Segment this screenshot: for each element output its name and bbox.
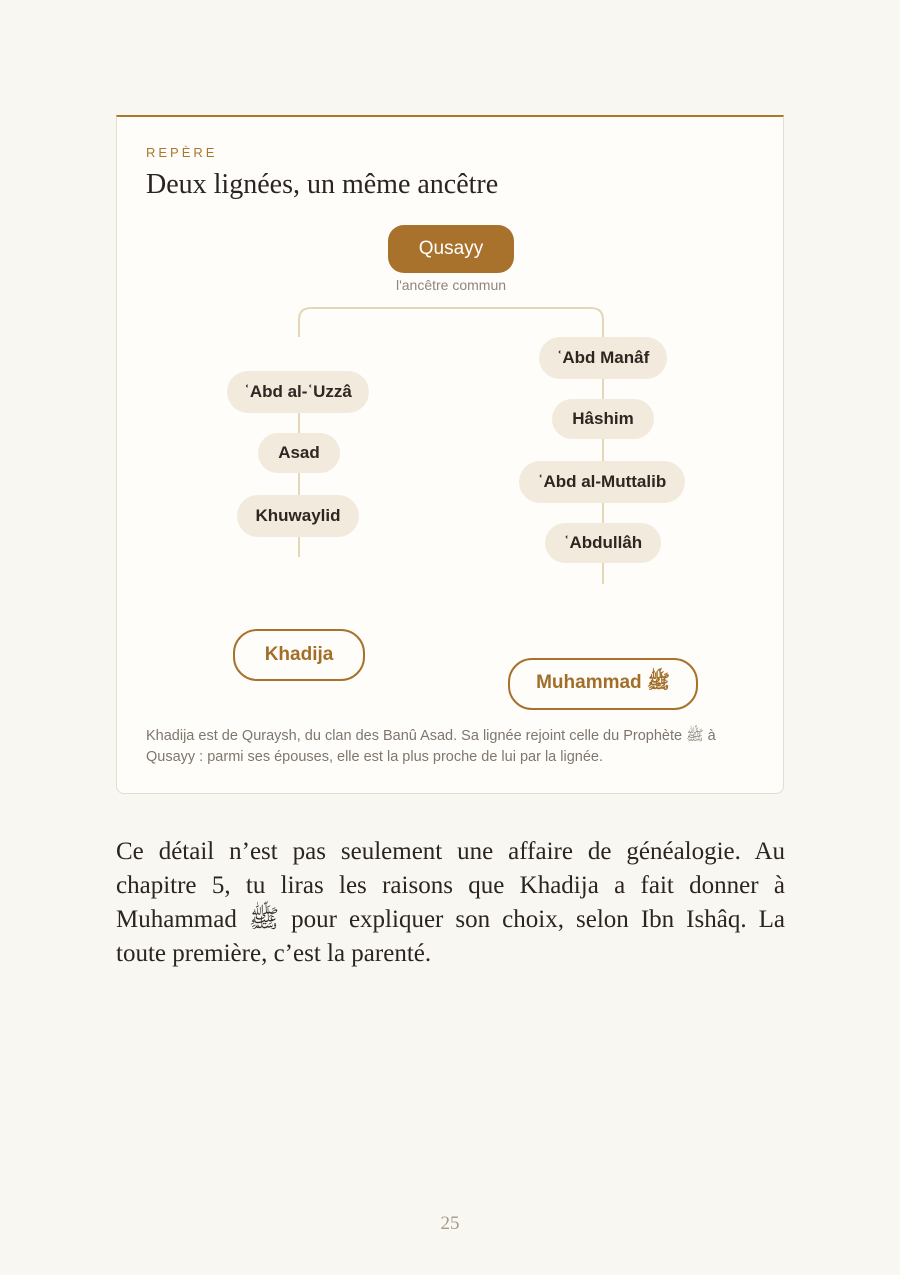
lineage-node: ʿAbd al-Muttalib: [519, 461, 685, 503]
lineage-node: Khuwaylid: [237, 495, 359, 537]
left-end-node: Khadija: [233, 629, 365, 681]
family-tree: [117, 117, 785, 796]
lineage-node: ʿAbdullâh: [545, 523, 661, 563]
card-eyebrow: REPÈRE: [146, 145, 218, 160]
body-paragraph: Ce détail n’est pas seulement une affaire de généalogie. Au chapitre 5, tu liras les raisons que Khadija a fait donner à Muhammad ﷺ pour expliquer son choix, selon Ibn Ishâq. La toute première, c’est la parenté.: [116, 838, 785, 967]
lineage-node: Asad: [258, 433, 340, 473]
root-subtitle: l'ancêtre commun: [395, 277, 507, 293]
right-end-node: Muhammad ﷺ: [508, 658, 698, 710]
lineage-node: ʿAbd al-ʿUzzâ: [227, 371, 369, 413]
lineage-node: Hâshim: [552, 399, 654, 439]
root-node: Qusayy: [388, 225, 514, 273]
page-number: 25: [440, 1213, 460, 1234]
branch-connector: [299, 308, 603, 337]
card-title: Deux lignées, un même ancêtre: [146, 169, 499, 200]
card-caption: Khadija est de Quraysh, du clan des Banû Asad. Sa lignée rejoint celle du Prophète ﷺ à Qusayy : parmi ses épouses, elle est la plus proche de lui par la lignée.: [146, 728, 716, 765]
landmark-card: [116, 115, 784, 794]
lineage-node: ʿAbd Manâf: [539, 337, 667, 379]
